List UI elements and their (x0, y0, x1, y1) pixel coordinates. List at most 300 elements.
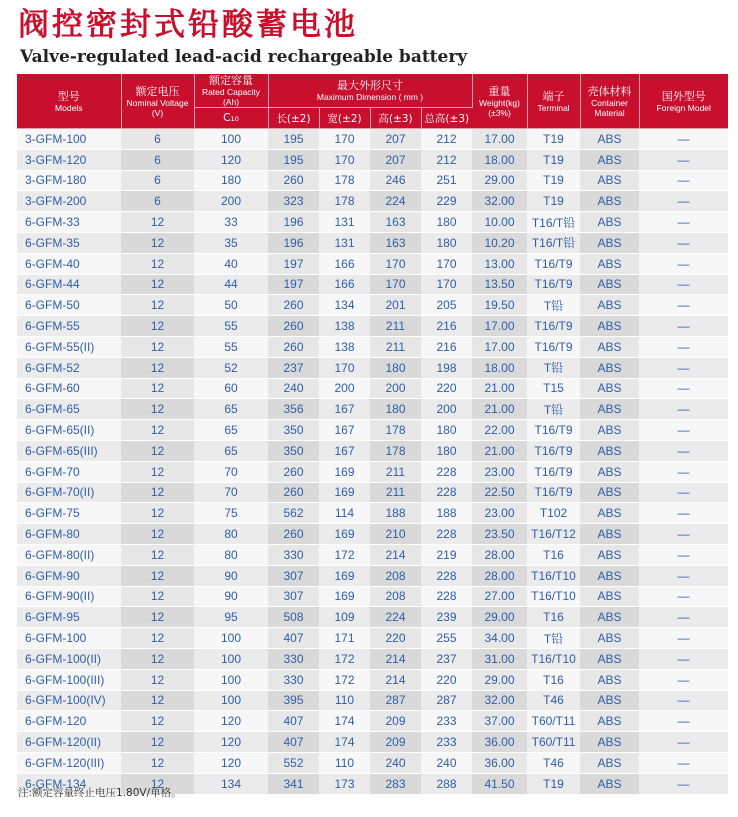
cell-material: ABS (580, 378, 639, 399)
cell-weight: 32.00 (472, 191, 527, 212)
cell-voltage: 12 (121, 295, 194, 316)
cell-height: 201 (370, 295, 421, 316)
cell-width: 172 (319, 648, 370, 669)
cell-material: ABS (580, 732, 639, 753)
table-row (17, 357, 728, 378)
cell-height: 209 (370, 732, 421, 753)
cell-terminal: T19 (527, 191, 580, 212)
cell-weight: 18.00 (472, 149, 527, 170)
cell-terminal: T16 (527, 607, 580, 628)
cell-terminal: T60/T11 (527, 732, 580, 753)
cell-weight: 27.00 (472, 586, 527, 607)
header-foreign-cn: 国外型号 (661, 89, 706, 103)
cell-total-height: 198 (421, 357, 472, 378)
table-row (17, 461, 728, 482)
cell-weight: 17.00 (472, 336, 527, 357)
cell-voltage: 12 (121, 253, 194, 274)
cell-model: 6-GFM-134 (17, 773, 121, 794)
cell-weight: 32.00 (472, 690, 527, 711)
cell-length: 508 (268, 607, 319, 628)
cell-foreign: — (639, 336, 728, 357)
cell-model: 6-GFM-60 (17, 378, 121, 399)
cell-foreign: — (639, 732, 728, 753)
cell-voltage: 12 (121, 399, 194, 420)
cell-capacity: 200 (194, 191, 268, 212)
cell-total-height: 228 (421, 524, 472, 545)
header-width: 宽(±2) (319, 108, 370, 129)
cell-height: 207 (370, 129, 421, 150)
cell-width: 171 (319, 628, 370, 649)
cell-length: 323 (268, 191, 319, 212)
cell-material: ABS (580, 295, 639, 316)
cell-model: 6-GFM-120(II) (17, 732, 121, 753)
cell-width: 167 (319, 440, 370, 461)
cell-voltage: 6 (121, 149, 194, 170)
cell-model: 6-GFM-55 (17, 316, 121, 337)
table-row (17, 544, 728, 565)
cell-foreign: — (639, 274, 728, 295)
cell-model: 6-GFM-90(II) (17, 586, 121, 607)
cell-material: ABS (580, 149, 639, 170)
cell-material: ABS (580, 503, 639, 524)
cell-foreign: — (639, 420, 728, 441)
cell-total-height: 255 (421, 628, 472, 649)
cell-width: 167 (319, 399, 370, 420)
cell-model: 6-GFM-35 (17, 232, 121, 253)
cell-model: 6-GFM-80 (17, 524, 121, 545)
header-capacity (194, 74, 268, 108)
cell-voltage: 12 (121, 711, 194, 732)
cell-width: 131 (319, 212, 370, 233)
cell-capacity: 120 (194, 732, 268, 753)
cell-total-height: 239 (421, 607, 472, 628)
header-capacity-c10: C₁₀ (194, 108, 268, 129)
cell-terminal: T16/T9 (527, 482, 580, 503)
header-model-cn: 型号 (57, 89, 80, 103)
cell-capacity: 33 (194, 212, 268, 233)
cell-height: 211 (370, 316, 421, 337)
cell-total-height: 233 (421, 711, 472, 732)
table-row (17, 295, 728, 316)
cell-voltage: 6 (121, 170, 194, 191)
cell-total-height: 219 (421, 544, 472, 565)
cell-terminal: T16/T9 (527, 336, 580, 357)
cell-height: 170 (370, 274, 421, 295)
cell-width: 138 (319, 336, 370, 357)
cell-capacity: 52 (194, 357, 268, 378)
cell-total-height: 212 (421, 129, 472, 150)
cell-height: 188 (370, 503, 421, 524)
cell-length: 307 (268, 565, 319, 586)
cell-material: ABS (580, 607, 639, 628)
cell-weight: 13.50 (472, 274, 527, 295)
cell-model: 6-GFM-65(III) (17, 440, 121, 461)
cell-weight: 41.50 (472, 773, 527, 794)
cell-terminal: T铅 (527, 357, 580, 378)
cell-total-height: 170 (421, 253, 472, 274)
cell-total-height: 233 (421, 732, 472, 753)
cell-total-height: 180 (421, 440, 472, 461)
cell-capacity: 80 (194, 544, 268, 565)
cell-length: 260 (268, 170, 319, 191)
cell-voltage: 12 (121, 420, 194, 441)
cell-voltage: 6 (121, 191, 194, 212)
cell-terminal: T102 (527, 503, 580, 524)
cell-length: 260 (268, 295, 319, 316)
cell-length: 260 (268, 336, 319, 357)
cell-weight: 22.00 (472, 420, 527, 441)
cell-capacity: 134 (194, 773, 268, 794)
header-dimension-en: Maximum Dimension ( mm ) (316, 92, 424, 102)
header-material (580, 74, 639, 129)
cell-voltage: 12 (121, 316, 194, 337)
cell-model: 6-GFM-75 (17, 503, 121, 524)
cell-terminal: T16/T9 (527, 253, 580, 274)
table-row (17, 524, 728, 545)
cell-capacity: 100 (194, 129, 268, 150)
header-material-en2: Material (594, 107, 625, 118)
cell-terminal: T19 (527, 773, 580, 794)
cell-height: 220 (370, 628, 421, 649)
cell-foreign: — (639, 295, 728, 316)
cell-height: 287 (370, 690, 421, 711)
table-row (17, 607, 728, 628)
cell-length: 350 (268, 440, 319, 461)
cell-terminal: T铅 (527, 295, 580, 316)
cell-model: 3-GFM-100 (17, 129, 121, 150)
cell-length: 330 (268, 544, 319, 565)
cell-width: 138 (319, 316, 370, 337)
cell-weight: 18.00 (472, 357, 527, 378)
header-weight-en: Weight(kg) (479, 97, 520, 108)
cell-model: 6-GFM-95 (17, 607, 121, 628)
battery-spec-table (17, 74, 728, 795)
cell-length: 195 (268, 129, 319, 150)
cell-model: 6-GFM-50 (17, 295, 121, 316)
cell-voltage: 12 (121, 336, 194, 357)
cell-capacity: 65 (194, 440, 268, 461)
cell-capacity: 80 (194, 524, 268, 545)
cell-width: 178 (319, 170, 370, 191)
cell-material: ABS (580, 690, 639, 711)
table-row (17, 690, 728, 711)
cell-material: ABS (580, 752, 639, 773)
header-model-en: Models (55, 102, 83, 113)
cell-weight: 31.00 (472, 648, 527, 669)
table-row (17, 378, 728, 399)
table-row (17, 212, 728, 233)
cell-capacity: 70 (194, 461, 268, 482)
header-weight (472, 74, 527, 129)
cell-length: 341 (268, 773, 319, 794)
cell-material: ABS (580, 316, 639, 337)
cell-model: 6-GFM-44 (17, 274, 121, 295)
cell-foreign: — (639, 711, 728, 732)
page-title-chinese: 阀控密封式铅酸蓄电池 (18, 7, 358, 43)
cell-length: 330 (268, 669, 319, 690)
cell-model: 6-GFM-70(II) (17, 482, 121, 503)
cell-total-height: 220 (421, 378, 472, 399)
header-voltage (121, 74, 194, 129)
table-row (17, 440, 728, 461)
cell-total-height: 205 (421, 295, 472, 316)
cell-terminal: T16/T12 (527, 524, 580, 545)
cell-voltage: 12 (121, 503, 194, 524)
cell-weight: 22.50 (472, 482, 527, 503)
cell-width: 172 (319, 669, 370, 690)
cell-total-height: 180 (421, 420, 472, 441)
cell-voltage: 12 (121, 378, 194, 399)
table-row (17, 170, 728, 191)
cell-weight: 29.00 (472, 170, 527, 191)
header-total-height: 总高(±3) (421, 108, 472, 129)
cell-terminal: T19 (527, 149, 580, 170)
cell-terminal: T19 (527, 129, 580, 150)
cell-capacity: 40 (194, 253, 268, 274)
cell-total-height: 229 (421, 191, 472, 212)
cell-material: ABS (580, 399, 639, 420)
cell-voltage: 12 (121, 732, 194, 753)
cell-width: 169 (319, 461, 370, 482)
cell-width: 174 (319, 711, 370, 732)
cell-foreign: — (639, 212, 728, 233)
cell-terminal: T16/T10 (527, 648, 580, 669)
cell-width: 169 (319, 565, 370, 586)
table-row (17, 191, 728, 212)
cell-height: 178 (370, 420, 421, 441)
cell-material: ABS (580, 420, 639, 441)
header-foreign-model (639, 74, 728, 129)
cell-capacity: 35 (194, 232, 268, 253)
cell-model: 6-GFM-80(II) (17, 544, 121, 565)
cell-length: 197 (268, 274, 319, 295)
header-voltage-en: Nominal Voltage (126, 97, 189, 108)
cell-weight: 23.50 (472, 524, 527, 545)
cell-material: ABS (580, 253, 639, 274)
cell-length: 237 (268, 357, 319, 378)
cell-material: ABS (580, 440, 639, 461)
cell-weight: 28.00 (472, 544, 527, 565)
cell-length: 260 (268, 316, 319, 337)
cell-weight: 28.00 (472, 565, 527, 586)
cell-terminal: T15 (527, 378, 580, 399)
cell-foreign: — (639, 253, 728, 274)
cell-foreign: — (639, 607, 728, 628)
cell-voltage: 12 (121, 544, 194, 565)
header-length: 长(±2) (268, 108, 319, 129)
cell-width: 172 (319, 544, 370, 565)
cell-terminal: T铅 (527, 628, 580, 649)
cell-voltage: 12 (121, 648, 194, 669)
cell-foreign: — (639, 586, 728, 607)
cell-model: 3-GFM-200 (17, 191, 121, 212)
cell-total-height: 228 (421, 482, 472, 503)
cell-weight: 23.00 (472, 461, 527, 482)
header-model (17, 74, 121, 129)
cell-voltage: 12 (121, 752, 194, 773)
cell-foreign: — (639, 669, 728, 690)
cell-model: 3-GFM-180 (17, 170, 121, 191)
cell-terminal: T16 (527, 669, 580, 690)
cell-foreign: — (639, 524, 728, 545)
cell-weight: 34.00 (472, 628, 527, 649)
cell-height: 178 (370, 440, 421, 461)
cell-length: 196 (268, 232, 319, 253)
cell-height: 240 (370, 752, 421, 773)
cell-voltage: 12 (121, 586, 194, 607)
cell-model: 3-GFM-120 (17, 149, 121, 170)
header-weight-cn: 重量 (488, 84, 511, 98)
cell-capacity: 75 (194, 503, 268, 524)
cell-capacity: 44 (194, 274, 268, 295)
cell-height: 211 (370, 482, 421, 503)
cell-length: 395 (268, 690, 319, 711)
cell-terminal: T60/T11 (527, 711, 580, 732)
cell-width: 109 (319, 607, 370, 628)
cell-voltage: 12 (121, 482, 194, 503)
table-row (17, 316, 728, 337)
cell-terminal: T19 (527, 170, 580, 191)
cell-model: 6-GFM-65 (17, 399, 121, 420)
table-row (17, 711, 728, 732)
cell-total-height: 170 (421, 274, 472, 295)
header-material-cn: 壳体材料 (587, 84, 632, 98)
cell-voltage: 12 (121, 232, 194, 253)
cell-capacity: 55 (194, 316, 268, 337)
cell-height: 180 (370, 357, 421, 378)
cell-length: 407 (268, 711, 319, 732)
header-voltage-unit: (V) (151, 107, 164, 118)
cell-weight: 37.00 (472, 711, 527, 732)
footnote: 注:额定容量终止电压1.80V/单格。 (18, 787, 182, 799)
cell-voltage: 12 (121, 773, 194, 794)
cell-width: 131 (319, 232, 370, 253)
cell-length: 260 (268, 482, 319, 503)
cell-length: 552 (268, 752, 319, 773)
cell-total-height: 216 (421, 336, 472, 357)
cell-terminal: T16/T9 (527, 316, 580, 337)
cell-length: 407 (268, 628, 319, 649)
cell-weight: 29.00 (472, 669, 527, 690)
cell-model: 6-GFM-120 (17, 711, 121, 732)
cell-length: 240 (268, 378, 319, 399)
table-row (17, 648, 728, 669)
table-row (17, 669, 728, 690)
cell-width: 173 (319, 773, 370, 794)
table-row (17, 399, 728, 420)
cell-weight: 17.00 (472, 316, 527, 337)
cell-total-height: 200 (421, 399, 472, 420)
cell-foreign: — (639, 482, 728, 503)
header-height: 高(±3) (370, 108, 421, 129)
cell-model: 6-GFM-33 (17, 212, 121, 233)
cell-width: 170 (319, 357, 370, 378)
cell-material: ABS (580, 212, 639, 233)
cell-foreign: — (639, 191, 728, 212)
cell-weight: 36.00 (472, 752, 527, 773)
cell-total-height: 220 (421, 669, 472, 690)
cell-total-height: 180 (421, 232, 472, 253)
table-row (17, 503, 728, 524)
cell-height: 180 (370, 399, 421, 420)
cell-weight: 23.00 (472, 503, 527, 524)
cell-weight: 36.00 (472, 732, 527, 753)
cell-height: 211 (370, 461, 421, 482)
header-terminal-en: Terminal (537, 102, 570, 113)
cell-height: 224 (370, 607, 421, 628)
cell-voltage: 12 (121, 565, 194, 586)
cell-weight: 10.20 (472, 232, 527, 253)
cell-height: 208 (370, 565, 421, 586)
cell-material: ABS (580, 129, 639, 150)
cell-foreign: — (639, 690, 728, 711)
cell-height: 214 (370, 669, 421, 690)
cell-width: 200 (319, 378, 370, 399)
table-row (17, 232, 728, 253)
header-material-en1: Container (591, 97, 628, 108)
cell-total-height: 237 (421, 648, 472, 669)
cell-capacity: 120 (194, 752, 268, 773)
cell-material: ABS (580, 461, 639, 482)
cell-terminal: T16/T9 (527, 461, 580, 482)
cell-total-height: 212 (421, 149, 472, 170)
cell-weight: 10.00 (472, 212, 527, 233)
cell-foreign: — (639, 129, 728, 150)
cell-model: 6-GFM-70 (17, 461, 121, 482)
cell-width: 110 (319, 752, 370, 773)
cell-capacity: 90 (194, 565, 268, 586)
cell-weight: 29.00 (472, 607, 527, 628)
cell-foreign: — (639, 399, 728, 420)
cell-length: 260 (268, 524, 319, 545)
cell-foreign: — (639, 503, 728, 524)
cell-foreign: — (639, 357, 728, 378)
cell-model: 6-GFM-55(II) (17, 336, 121, 357)
cell-foreign: — (639, 565, 728, 586)
cell-voltage: 12 (121, 461, 194, 482)
cell-voltage: 12 (121, 628, 194, 649)
cell-weight: 13.00 (472, 253, 527, 274)
header-dimension-cn: 最大外形尺寸 (337, 79, 403, 92)
cell-weight: 19.50 (472, 295, 527, 316)
cell-width: 166 (319, 253, 370, 274)
cell-width: 167 (319, 420, 370, 441)
cell-capacity: 70 (194, 482, 268, 503)
cell-capacity: 100 (194, 628, 268, 649)
cell-material: ABS (580, 565, 639, 586)
cell-weight: 21.00 (472, 378, 527, 399)
header-terminal-cn: 端子 (542, 89, 565, 103)
cell-total-height: 216 (421, 316, 472, 337)
cell-capacity: 65 (194, 420, 268, 441)
cell-terminal: T16 (527, 544, 580, 565)
cell-model: 6-GFM-100(III) (17, 669, 121, 690)
header-capacity-cn: 额定容量 (209, 74, 253, 87)
cell-capacity: 60 (194, 378, 268, 399)
cell-width: 169 (319, 482, 370, 503)
cell-capacity: 95 (194, 607, 268, 628)
table-row (17, 482, 728, 503)
cell-material: ABS (580, 773, 639, 794)
table-body (17, 129, 728, 795)
cell-width: 170 (319, 149, 370, 170)
cell-capacity: 120 (194, 711, 268, 732)
cell-material: ABS (580, 191, 639, 212)
cell-length: 197 (268, 253, 319, 274)
cell-total-height: 180 (421, 212, 472, 233)
cell-total-height: 188 (421, 503, 472, 524)
cell-terminal: T16/T9 (527, 440, 580, 461)
